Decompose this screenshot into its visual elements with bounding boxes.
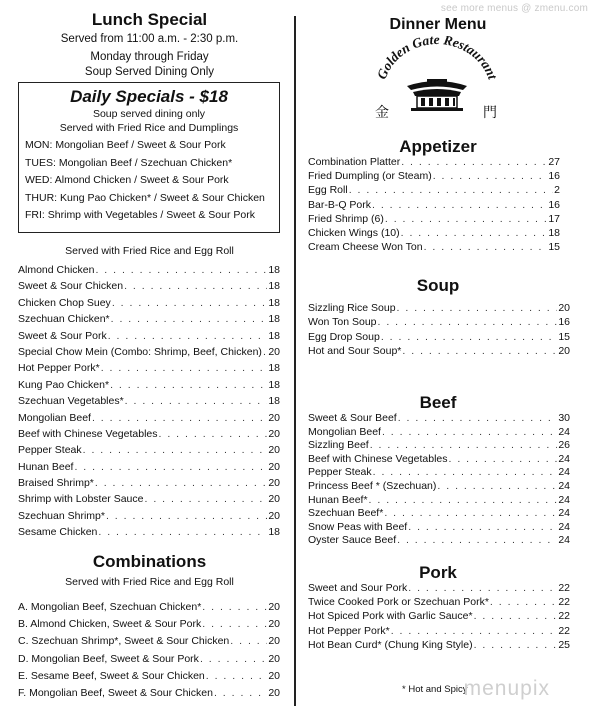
menu-item bbox=[18, 362, 280, 378]
menu-item bbox=[18, 297, 280, 313]
menu-item-price: 20 bbox=[268, 493, 280, 506]
daily-special-dishes: Shrimp with Vegetables / Sweet & Sour Pork bbox=[47, 209, 255, 221]
menu-item bbox=[18, 395, 280, 411]
dot-leader bbox=[372, 199, 547, 211]
dot-leader bbox=[106, 510, 267, 522]
beef-list bbox=[308, 412, 570, 548]
menu-item-name: Kung Pao Chicken* bbox=[18, 378, 110, 391]
menu-item bbox=[308, 213, 560, 227]
menu-item-name: D. Mongolian Beef, Sweet & Sour Pork bbox=[18, 652, 199, 665]
dot-leader bbox=[449, 453, 558, 465]
dot-leader bbox=[369, 494, 558, 506]
menu-item-name: F. Mongolian Beef, Sweet & Sour Chicken bbox=[18, 686, 213, 699]
menu-item bbox=[18, 412, 280, 428]
dot-leader bbox=[230, 635, 267, 647]
menu-item-name: Braised Shrimp* bbox=[18, 477, 94, 490]
menu-item-price: 20 bbox=[268, 635, 280, 648]
menu-item-name: Oyster Sauce Beef bbox=[308, 534, 397, 547]
menu-item-name: Hot Pepper Pork* bbox=[308, 624, 390, 637]
menu-item-name: Almond Chicken bbox=[18, 264, 95, 276]
dot-leader bbox=[200, 653, 267, 665]
menu-item-name: Pepper Steak bbox=[18, 444, 82, 457]
dot-leader bbox=[83, 444, 268, 456]
menu-item-name: Sesame Chicken bbox=[18, 526, 98, 539]
menu-item-price: 26 bbox=[558, 439, 570, 452]
menu-item bbox=[18, 461, 280, 477]
menu-item-price: 22 bbox=[558, 596, 570, 609]
daily-special-row bbox=[25, 139, 273, 157]
menu-item bbox=[308, 494, 570, 508]
menu-item bbox=[18, 379, 280, 395]
dot-leader bbox=[144, 493, 267, 505]
dot-leader bbox=[433, 170, 548, 182]
dot-leader bbox=[92, 412, 267, 424]
menu-item-price: 16 bbox=[558, 316, 570, 329]
daily-specials-sub1: Soup served dining only bbox=[92, 108, 206, 120]
dot-leader bbox=[391, 625, 558, 637]
dot-leader bbox=[125, 395, 268, 407]
dot-leader bbox=[159, 428, 268, 440]
menu-item bbox=[308, 227, 560, 241]
menu-item bbox=[18, 264, 280, 280]
daily-specials-sub2: Served with Fried Rice and Dumplings bbox=[59, 122, 239, 134]
logo-text: Golden Gate Restaurant bbox=[373, 36, 501, 82]
daily-special-day: TUES: bbox=[25, 156, 56, 169]
daily-specials-box bbox=[18, 82, 280, 233]
menu-item-price: 18 bbox=[268, 329, 280, 342]
menu-item-price: 18 bbox=[268, 362, 280, 375]
dot-leader bbox=[370, 439, 558, 451]
daily-special-row bbox=[25, 157, 273, 175]
menu-item-name: Won Ton Soup bbox=[308, 316, 377, 329]
watermark-bottom: menupix bbox=[463, 677, 550, 700]
logo-glyph-right: 門 bbox=[483, 104, 497, 120]
soup-title: Soup bbox=[416, 276, 460, 295]
menu-item-price: 20 bbox=[268, 652, 280, 665]
menu-item bbox=[18, 330, 280, 346]
menu-item-price: 20 bbox=[268, 686, 280, 699]
menu-item-price: 22 bbox=[558, 610, 570, 623]
menu-item-price: 25 bbox=[558, 638, 570, 651]
daily-special-day: FRI: bbox=[25, 209, 45, 221]
daily-special-day: MON: bbox=[25, 139, 53, 151]
lunch-days: Monday through Friday bbox=[90, 51, 209, 63]
menu-item bbox=[308, 156, 560, 170]
menu-item-name: Snow Peas with Beef bbox=[308, 520, 408, 533]
dot-leader bbox=[263, 346, 267, 358]
menu-item-name: Special Chow Mein (Combo: Shrimp, Beef, Chicken) bbox=[18, 345, 262, 358]
menu-item-price: 18 bbox=[268, 264, 280, 276]
menu-item-name: Sweet & Sour Pork bbox=[18, 329, 107, 342]
menu-item-name: Cream Cheese Won Ton bbox=[308, 241, 423, 254]
dot-leader bbox=[382, 426, 557, 438]
menu-item-price: 2 bbox=[554, 184, 560, 197]
dot-leader bbox=[474, 639, 558, 651]
menu-item-price: 15 bbox=[558, 330, 570, 343]
dot-leader bbox=[214, 687, 267, 699]
svg-text:Golden Gate Restaurant bbox=[374, 36, 501, 82]
dot-leader bbox=[424, 241, 548, 253]
menu-item bbox=[18, 526, 280, 542]
menu-item-name: Hot Pepper Pork* bbox=[18, 362, 100, 375]
menu-item-name: Sizzling Rice Soup bbox=[308, 302, 396, 314]
menu-item-name: Fried Shrimp (6) bbox=[308, 212, 384, 225]
dot-leader bbox=[202, 618, 267, 630]
menu-item bbox=[18, 477, 280, 493]
menu-item bbox=[308, 582, 570, 596]
menu-item bbox=[18, 618, 280, 635]
dot-leader bbox=[384, 507, 557, 519]
menu-item-price: 30 bbox=[558, 412, 570, 424]
menu-item-name: Szechuan Beef* bbox=[308, 507, 384, 520]
menu-item-price: 20 bbox=[268, 477, 280, 490]
menu-item-name: Chicken Wings (10) bbox=[308, 226, 400, 239]
menu-item bbox=[18, 280, 280, 296]
dot-leader bbox=[397, 302, 558, 314]
restaurant-logo bbox=[369, 36, 505, 128]
daily-special-day: WED: bbox=[25, 174, 53, 186]
spicy-footnote: * Hot and Spicy bbox=[402, 684, 468, 695]
dot-leader bbox=[401, 227, 548, 239]
menu-item bbox=[18, 313, 280, 329]
menu-item-price: 24 bbox=[558, 520, 570, 533]
dot-leader bbox=[98, 526, 267, 538]
dot-leader bbox=[124, 280, 267, 292]
menu-item bbox=[308, 316, 570, 330]
menu-item bbox=[308, 480, 570, 494]
menu-item-price: 24 bbox=[558, 425, 570, 438]
menu-item-name: Hot and Sour Soup* bbox=[308, 344, 402, 357]
menu-item-name: C. Szechuan Shrimp*, Sweet & Sour Chicken bbox=[18, 635, 230, 648]
dot-leader bbox=[401, 156, 547, 168]
menu-item-name: Hunan Beef bbox=[18, 460, 74, 473]
menu-item-name: Hunan Beef* bbox=[308, 493, 368, 506]
menu-item-name: Sweet and Sour Pork bbox=[308, 582, 408, 594]
menu-item-price: 15 bbox=[548, 241, 560, 254]
menu-item-price: 20 bbox=[558, 302, 570, 314]
menu-item-price: 24 bbox=[558, 452, 570, 465]
dot-leader bbox=[474, 610, 558, 622]
menu-item-name: Sweet & Sour Chicken bbox=[18, 280, 124, 293]
dot-leader bbox=[95, 264, 267, 276]
appetizer-title: Appetizer bbox=[399, 137, 477, 156]
menu-item-price: 16 bbox=[548, 170, 560, 183]
dot-leader bbox=[490, 596, 557, 608]
menu-item-name: Sizzling Beef bbox=[308, 439, 369, 452]
lunch-hours: Served from 11:00 a.m. - 2:30 p.m. bbox=[60, 33, 239, 45]
dot-leader bbox=[101, 362, 268, 374]
menu-item bbox=[308, 241, 560, 255]
lunch-title: Lunch Special bbox=[91, 10, 208, 29]
menu-item-price: 22 bbox=[558, 624, 570, 637]
dot-leader bbox=[110, 379, 267, 391]
daily-specials-title: Daily Specials - $18 bbox=[70, 87, 228, 106]
menu-item bbox=[308, 596, 570, 610]
menu-item bbox=[308, 426, 570, 440]
menu-item bbox=[308, 345, 570, 359]
menu-item bbox=[308, 639, 570, 653]
menu-item-price: 24 bbox=[558, 534, 570, 547]
menu-item bbox=[18, 687, 280, 704]
menu-item-name: Sweet & Sour Beef bbox=[308, 412, 397, 424]
daily-special-dishes: Kung Pao Chicken* / Sweet & Sour Chicken bbox=[60, 191, 265, 204]
menu-item-price: 20 bbox=[268, 411, 280, 424]
column-divider bbox=[294, 16, 296, 706]
daily-special-day: THUR: bbox=[25, 191, 58, 204]
menu-item-name: Twice Cooked Pork or Szechuan Pork* bbox=[308, 596, 489, 609]
menu-item-name: Chicken Chop Suey bbox=[18, 296, 111, 309]
menu-item-name: Szechuan Vegetables* bbox=[18, 395, 124, 408]
menu-item-name: Egg Roll bbox=[308, 184, 348, 197]
menu-item-price: 18 bbox=[268, 378, 280, 391]
menu-item-name: Hot Bean Curd* (Chung King Style) bbox=[308, 638, 473, 651]
menu-item bbox=[18, 493, 280, 509]
menu-item-name: Mongolian Beef bbox=[308, 425, 381, 438]
dot-leader bbox=[402, 345, 557, 357]
watermark-top: see more menus @ zmenu.com bbox=[440, 3, 588, 14]
dot-leader bbox=[349, 184, 553, 196]
menu-item bbox=[308, 439, 570, 453]
menu-item-price: 20 bbox=[268, 669, 280, 682]
menu-item-name: B. Almond Chicken, Sweet & Sour Pork bbox=[18, 618, 202, 631]
menu-item-name: Shrimp with Lobster Sauce bbox=[18, 493, 144, 506]
menu-item bbox=[308, 625, 570, 639]
dot-leader bbox=[397, 534, 557, 546]
menu-item-price: 20 bbox=[268, 460, 280, 473]
menu-item-price: 18 bbox=[268, 395, 280, 408]
menu-item bbox=[308, 302, 570, 316]
dot-leader bbox=[111, 313, 268, 325]
menu-item-name: Combination Platter bbox=[308, 156, 401, 168]
dot-leader bbox=[381, 331, 558, 343]
menu-item-name: Beef with Chinese Vegetables bbox=[18, 427, 158, 440]
dot-leader bbox=[74, 461, 267, 473]
menu-item-price: 18 bbox=[548, 226, 560, 239]
menu-item bbox=[18, 601, 280, 618]
dot-leader bbox=[408, 582, 557, 594]
combinations-subtitle: Served with Fried Rice and Egg Roll bbox=[65, 576, 234, 588]
menu-item-name: Pepper Steak bbox=[308, 466, 372, 479]
menu-item bbox=[18, 444, 280, 460]
dot-leader bbox=[206, 670, 268, 682]
menu-item-price: 16 bbox=[548, 198, 560, 211]
menu-item-price: 27 bbox=[548, 156, 560, 168]
daily-special-row bbox=[25, 174, 273, 192]
menu-item bbox=[308, 534, 570, 548]
menu-item bbox=[308, 331, 570, 345]
menu-item bbox=[18, 635, 280, 652]
daily-special-dishes: Mongolian Beef / Szechuan Chicken* bbox=[58, 156, 233, 169]
daily-special-dishes: Mongolian Beef / Sweet & Sour Pork bbox=[55, 139, 226, 151]
menu-item bbox=[308, 412, 570, 426]
dot-leader bbox=[437, 480, 557, 492]
lunch-items-subtitle: Served with Fried Rice and Egg Roll bbox=[65, 245, 234, 257]
menu-item bbox=[18, 346, 280, 362]
menu-item bbox=[308, 521, 570, 535]
dot-leader bbox=[202, 601, 267, 613]
combinations-list bbox=[18, 601, 280, 704]
lunch-items-list bbox=[18, 264, 280, 543]
dot-leader bbox=[378, 316, 558, 328]
menu-item-price: 20 bbox=[268, 509, 280, 522]
menu-item bbox=[18, 428, 280, 444]
pork-title: Pork bbox=[419, 563, 457, 582]
menu-item-price: 18 bbox=[268, 280, 280, 293]
menu-item bbox=[308, 610, 570, 624]
dot-leader bbox=[408, 521, 557, 533]
menu-item-price: 18 bbox=[268, 313, 280, 326]
menu-item-price: 20 bbox=[558, 344, 570, 357]
dot-leader bbox=[398, 412, 558, 424]
menu-item-price: 18 bbox=[268, 296, 280, 309]
menu-item bbox=[308, 199, 560, 213]
menu-item bbox=[308, 466, 570, 480]
menu-item bbox=[18, 653, 280, 670]
menu-item-price: 24 bbox=[558, 479, 570, 492]
menu-item bbox=[18, 510, 280, 526]
menu-item-price: 24 bbox=[558, 466, 570, 479]
dot-leader bbox=[385, 213, 547, 225]
appetizer-list bbox=[308, 156, 560, 255]
menu-item-name: Mongolian Beef bbox=[18, 411, 91, 424]
menu-item-price: 22 bbox=[558, 582, 570, 594]
menu-item-price: 24 bbox=[558, 507, 570, 520]
soup-list bbox=[308, 302, 570, 359]
pork-list bbox=[308, 582, 570, 653]
daily-special-dishes: Almond Chicken / Sweet & Sour Pork bbox=[54, 174, 229, 186]
menu-item-name: A. Mongolian Beef, Szechuan Chicken* bbox=[18, 601, 202, 613]
menu-item-price: 24 bbox=[558, 493, 570, 506]
daily-special-row bbox=[25, 192, 273, 210]
beef-title: Beef bbox=[419, 393, 457, 412]
menu-item-name: Egg Drop Soup bbox=[308, 330, 380, 343]
dot-leader bbox=[112, 297, 268, 309]
menu-item bbox=[308, 507, 570, 521]
menu-item-name: Hot Spiced Pork with Garlic Sauce* bbox=[308, 610, 473, 623]
menu-item-name: Princess Beef * (Szechuan) bbox=[308, 479, 437, 492]
dinner-title: Dinner Menu bbox=[389, 16, 487, 33]
menu-item bbox=[308, 453, 570, 467]
menu-item-name: Szechuan Shrimp* bbox=[18, 509, 105, 522]
menu-item bbox=[18, 670, 280, 687]
menu-item-price: 20 bbox=[268, 345, 280, 358]
menu-item-price: 20 bbox=[268, 618, 280, 631]
menu-item bbox=[308, 184, 560, 198]
dot-leader bbox=[373, 466, 558, 478]
logo-glyph-left: 金 bbox=[375, 104, 389, 120]
menu-item-price: 20 bbox=[268, 444, 280, 457]
menu-item-price: 17 bbox=[548, 212, 560, 225]
menu-item-price: 18 bbox=[268, 526, 280, 539]
menu-item-name: Fried Dumpling (or Steam) bbox=[308, 170, 432, 183]
dot-leader bbox=[108, 330, 268, 342]
daily-special-row bbox=[25, 209, 273, 227]
menu-item-name: E. Sesame Beef, Sweet & Sour Chicken bbox=[18, 669, 205, 682]
menu-item-name: Szechuan Chicken* bbox=[18, 313, 110, 326]
menu-item bbox=[308, 170, 560, 184]
combinations-title: Combinations bbox=[92, 552, 207, 571]
menu-item-price: 20 bbox=[268, 601, 280, 613]
dot-leader bbox=[95, 477, 267, 489]
menu-item-name: Bar-B-Q Pork bbox=[308, 198, 372, 211]
menu-item-name: Beef with Chinese Vegetables bbox=[308, 452, 448, 465]
lunch-soup-note: Soup Served Dining Only bbox=[84, 66, 215, 78]
menu-item-price: 20 bbox=[268, 427, 280, 440]
